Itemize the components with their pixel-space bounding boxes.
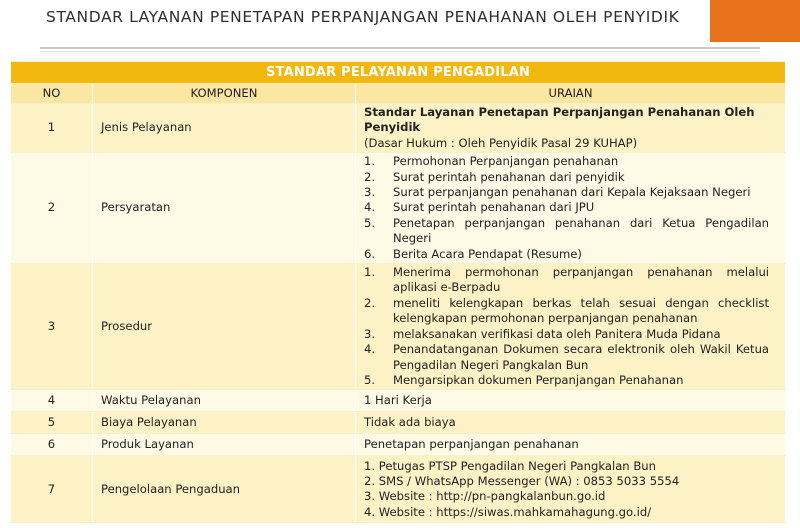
row-component: Prosedur <box>93 264 356 390</box>
page-title: STANDAR LAYANAN PENETAPAN PERPANJANGAN PENAHANAN OLEH PENYIDIK <box>46 8 680 26</box>
list-item: 3. Website : http://pn-pangkalanbun.go.id <box>364 489 606 504</box>
service-standard-table <box>10 61 786 523</box>
row-number: 2 <box>11 153 93 264</box>
list-item: 1. Petugas PTSP Pengadilan Negeri Pangkalan Bun <box>364 458 656 473</box>
list-item: 6. Berita Acara Pendapat (Resume) <box>364 246 582 261</box>
row-component: Persyaratan <box>93 153 356 264</box>
row-component: Pengelolaan Pengaduan <box>93 456 356 523</box>
requirements-list <box>364 154 769 262</box>
row-description <box>356 153 786 264</box>
list-item: 3. Surat perpanjangan penahanan dari Kepala Kejaksaan Negeri <box>364 185 751 200</box>
table-row <box>11 390 786 412</box>
row-number: 1 <box>11 104 93 153</box>
table-banner-row <box>11 62 786 84</box>
table-row <box>11 264 786 390</box>
row-component: Biaya Pelayanan <box>93 412 356 434</box>
list-item: 4. Website : https://siwas.mahkamahagung.go.id/ <box>364 504 652 519</box>
table-row <box>11 412 786 434</box>
table-row <box>11 434 786 456</box>
list-item: 4. Penandatanganan Dokumen secara elektronik oleh Wakil Ketua Pengadilan Negeri Pangkalan Bun <box>364 342 770 372</box>
table-row <box>11 153 786 264</box>
row-component: Waktu Pelayanan <box>93 390 356 412</box>
header-uraian: URAIAN <box>356 84 786 104</box>
row-number: 6 <box>11 434 93 456</box>
row-description: Penetapan perpanjangan penahanan <box>356 434 786 456</box>
table-row <box>11 104 786 153</box>
table-row <box>11 456 786 523</box>
list-item: 2. Surat perintah penahanan dari penyidik <box>364 169 625 184</box>
row-description: 1 Hari Kerja <box>356 390 786 412</box>
complaint-channels-list <box>364 459 769 521</box>
procedure-list <box>364 265 769 388</box>
row-number: 7 <box>11 456 93 523</box>
list-item: 2. SMS / WhatsApp Messenger (WA) : 0853 5033 5554 <box>364 473 680 488</box>
table-header-row <box>11 84 786 104</box>
list-item: 1. Permohonan Perpanjangan penahanan <box>364 154 619 169</box>
list-item: 1. Menerima permohonan perpanjangan penahanan melalui aplikasi e-Berpadu <box>364 265 770 295</box>
title-divider-shadow <box>40 51 760 52</box>
list-item: 5. Penetapan perpanjangan penahanan dari Ketua Pengadilan Negeri <box>364 215 770 246</box>
row-number: 4 <box>11 390 93 412</box>
list-item: 4. Surat perintah penahanan dari JPU <box>364 200 595 215</box>
corner-accent-tab <box>710 0 800 42</box>
service-type-title: Standar Layanan Penetapan Perpanjangan Penahanan Oleh Penyidik <box>364 105 755 135</box>
row-number: 5 <box>11 412 93 434</box>
row-number: 3 <box>11 264 93 390</box>
list-item: 5. Mengarsipkan dokumen Perpanjangan Penahanan <box>364 372 684 387</box>
row-description <box>356 104 786 153</box>
row-description <box>356 264 786 390</box>
header-no: NO <box>11 84 93 104</box>
legal-basis: (Dasar Hukum : Oleh Penyidik Pasal 29 KUHAP) <box>364 135 638 150</box>
row-description: Tidak ada biaya <box>356 412 786 434</box>
row-component: Produk Layanan <box>93 434 356 456</box>
title-divider <box>40 47 760 49</box>
table-banner: STANDAR PELAYANAN PENGADILAN <box>11 62 786 84</box>
row-component: Jenis Pelayanan <box>93 104 356 153</box>
list-item: 3. melaksanakan verifikasi data oleh Panitera Muda Pidana <box>364 326 721 341</box>
row-description <box>356 456 786 523</box>
list-item: 2. meneliti kelengkapan berkas telah sesuai dengan checklist kelengkapan permohonan perpanjangan penahanan <box>364 295 770 326</box>
header-komponen: KOMPONEN <box>93 84 356 104</box>
